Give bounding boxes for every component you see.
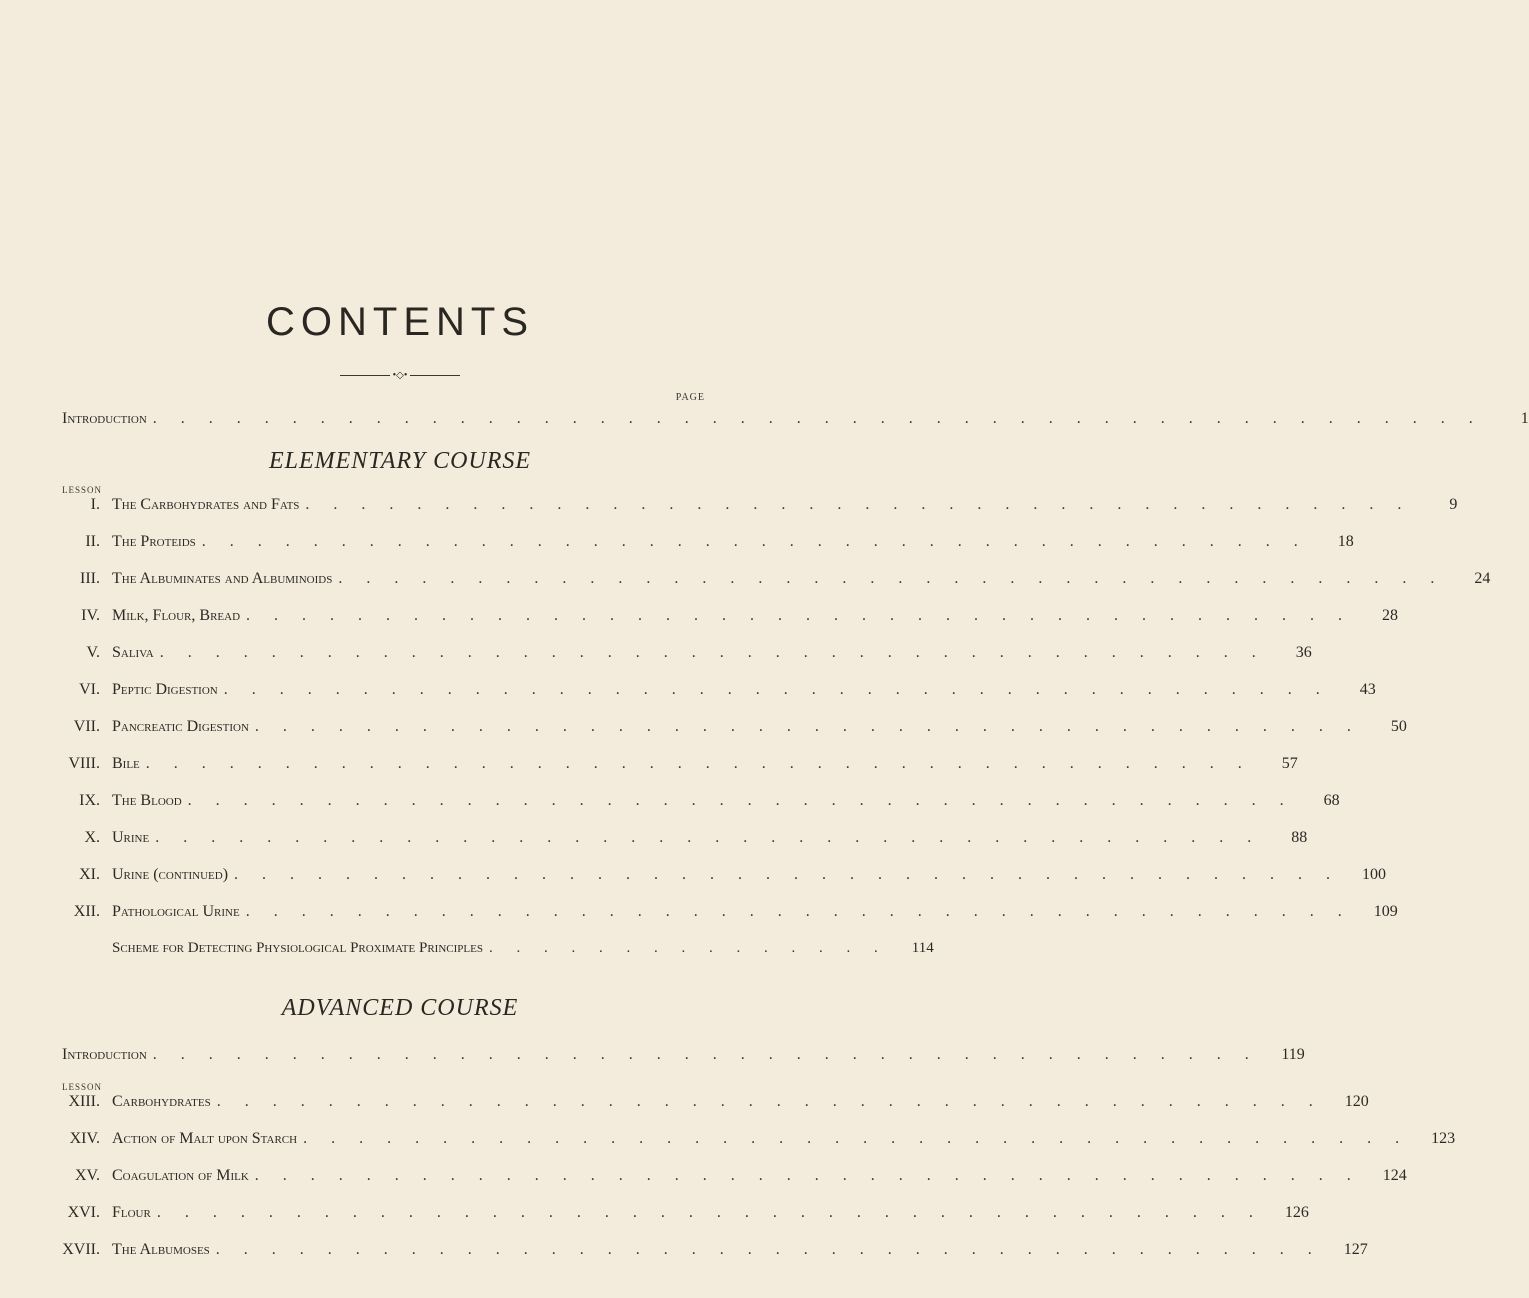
leader-dots: . . . . . . . . . . . . . . . . . . . . . . . . . . . . . . . . . . . . . . . . <box>201 533 1308 550</box>
leader-dots: . . . . . . . . . . . . . . . . . . . . . . . . . . . . . . . . . . . . . . . . <box>245 903 1352 920</box>
toc-entry-title: Introduction <box>62 1046 147 1063</box>
leader-dots: . . . . . . . . . . . . . . . . . . . . . . . . . . . . . . . . . . . . . . . . . . . . . . . . <box>152 410 1483 427</box>
leader-dots: . . . . . . . . . . . . . . . . . . . . . . . . . . . . . . . . . . . . . . . . <box>155 829 1262 846</box>
leader-dots: . . . . . . . . . . . . . . . . . . . . . . . . . . . . . . . . . . . . . . . . <box>159 644 1266 661</box>
lesson-number: II. <box>85 533 100 550</box>
lesson-number: XIV. <box>69 1130 100 1147</box>
toc-entry-title: The Albumoses <box>112 1241 210 1258</box>
toc-row[interactable] <box>48 718 1407 740</box>
lesson-number: XV. <box>74 1167 100 1184</box>
lesson-number: VI. <box>79 681 100 698</box>
toc-entry-page: 36 <box>1295 644 1312 661</box>
toc-entry-page: 50 <box>1390 718 1407 735</box>
toc-entry-page: 24 <box>1474 570 1491 587</box>
toc-row-advanced-introduction[interactable] <box>62 1046 1305 1068</box>
leader-dots: . . . . . . . . . . . . . . . . . . . . . . . . . . . . . . . . . . . . . . . . <box>152 1046 1259 1063</box>
toc-entry-title: Flour <box>112 1204 151 1221</box>
page-column-label: PAGE <box>675 392 705 403</box>
lesson-number: XVII. <box>62 1241 100 1258</box>
section-heading-advanced: ADVANCED COURSE <box>281 995 519 1021</box>
lesson-number: VII. <box>73 718 100 735</box>
lesson-number: VIII. <box>68 755 100 772</box>
lesson-number: XIII. <box>68 1093 100 1110</box>
leader-dots: . . . . . . . . . . . . . . . . . . . . . . . . . . . . . . . . . . . . . . . . <box>187 792 1294 809</box>
toc-entry-page: 114 <box>911 940 934 956</box>
toc-row[interactable] <box>48 570 1491 592</box>
toc-entry-page: 109 <box>1373 903 1398 920</box>
page-title: CONTENTS <box>266 300 534 344</box>
toc-row[interactable] <box>48 829 1308 851</box>
leader-dots: . . . . . . . . . . . . . . . . . . . . . . . . . . . . . . . . . . . . . . . . <box>254 1167 1361 1184</box>
toc-entry-page: 120 <box>1344 1093 1369 1110</box>
toc-row[interactable] <box>48 496 1458 518</box>
leader-dots: . . . . . . . . . . . . . . . . . . . . . . . . . . . . . . . . . . . . . . . . <box>216 1093 1323 1110</box>
lesson-number: XII. <box>73 903 100 920</box>
title-ornament <box>340 370 460 382</box>
toc-entry-title: Peptic Digestion <box>112 681 218 698</box>
section-heading-elementary: ELEMENTARY COURSE <box>268 448 532 474</box>
toc-entry-title: Urine <box>112 829 150 846</box>
toc-entry-page: 18 <box>1337 533 1354 550</box>
leader-dots: . . . . . . . . . . . . . . . . . . . . . . . . . . . . . . . . . . . . . . . . <box>246 607 1353 624</box>
leader-dots: . . . . . . . . . . . . . . . . . . . . . . . . . . . . . . . . . . . . . . . . <box>338 570 1445 587</box>
leader-dots: . . . . . . . . . . . . . . . . . . . . . . . . . . . . . . . . . . . . . . . . <box>223 681 1330 698</box>
ornament-line-left <box>340 375 390 376</box>
toc-row[interactable] <box>48 792 1340 814</box>
toc-entry-page: 124 <box>1382 1167 1407 1184</box>
toc-row[interactable] <box>48 903 1398 925</box>
lesson-number: I. <box>90 496 100 513</box>
toc-entry-page: 88 <box>1291 829 1308 846</box>
toc-row[interactable] <box>48 1093 1369 1115</box>
toc-entry-title: The Blood <box>112 792 182 809</box>
ornament-diamond-icon: •◇• <box>392 370 408 381</box>
toc-row[interactable] <box>48 533 1354 555</box>
lesson-column-label: LESSON <box>62 485 103 495</box>
leader-dots: . . . . . . . . . . . . . . . . . . . . . . . . . . . . . . . . . . . . . . . . <box>254 718 1361 735</box>
lesson-number: IX. <box>79 792 100 809</box>
toc-entry-title: Action of Malt upon Starch <box>112 1130 298 1147</box>
toc-entry-title: Scheme for Detecting Physiological Proximate Principles <box>112 940 483 956</box>
toc-entry-title: Saliva <box>112 644 154 661</box>
toc-entry-title: The Albuminates and Albuminoids <box>112 570 333 587</box>
toc-entry-title: Pancreatic Digestion <box>112 718 249 735</box>
toc-entry-title: Bile <box>112 755 140 772</box>
toc-entry-title: Urine (continued) <box>112 866 229 883</box>
toc-entry-page: 1 <box>1520 410 1529 427</box>
toc-row[interactable] <box>48 607 1399 629</box>
leader-dots: . . . . . . . . . . . . . . . . . . . . . . . . . . . . . . . . . . . . . . . . <box>305 496 1412 513</box>
toc-entry-title: Pathological Urine <box>112 903 240 920</box>
toc-row[interactable] <box>48 1241 1368 1263</box>
toc-entry-page: 123 <box>1431 1130 1456 1147</box>
lesson-number: XI. <box>79 866 100 883</box>
toc-row[interactable] <box>48 681 1376 703</box>
toc-row[interactable] <box>48 755 1298 777</box>
leader-dots: . . . . . . . . . . . . . . . . . . . . . . . . . . . . . . . . . . . . . . . . <box>234 866 1341 883</box>
toc-entry-page: 28 <box>1382 607 1399 624</box>
toc-entry-title: Milk, Flour, Bread <box>112 607 241 624</box>
toc-entry-title: Coagulation of Milk <box>112 1167 249 1184</box>
toc-entry-page: 119 <box>1281 1046 1305 1063</box>
toc-entry-page: 126 <box>1284 1204 1309 1221</box>
lesson-number: V. <box>86 644 100 661</box>
lesson-number: XVI. <box>67 1204 100 1221</box>
toc-row-introduction[interactable] <box>62 410 1529 432</box>
toc-row[interactable] <box>48 644 1312 666</box>
toc-entry-page: 57 <box>1281 755 1298 772</box>
toc-entry-page: 68 <box>1323 792 1340 809</box>
leader-dots: . . . . . . . . . . . . . . . . . . . . . . . . . . . . . . . . . . . . . . . . <box>215 1241 1322 1258</box>
lesson-number: X. <box>84 829 100 846</box>
toc-row[interactable] <box>48 1167 1407 1189</box>
lesson-number: IV. <box>81 607 100 624</box>
toc-row[interactable] <box>48 940 934 962</box>
toc-entry-title: Introduction <box>62 410 147 427</box>
toc-entry-page: 9 <box>1449 496 1458 513</box>
lesson-column-label: LESSON <box>62 1082 103 1092</box>
toc-entry-page: 43 <box>1359 681 1376 698</box>
toc-entry-page: 100 <box>1362 866 1387 883</box>
leader-dots: . . . . . . . . . . . . . . . <box>488 940 888 956</box>
toc-row[interactable] <box>48 1204 1309 1226</box>
leader-dots: . . . . . . . . . . . . . . . . . . . . . . . . . . . . . . . . . . . . . . . . <box>156 1204 1263 1221</box>
toc-row[interactable] <box>48 1130 1456 1152</box>
toc-entry-title: The Carbohydrates and Fats <box>112 496 300 513</box>
toc-entry-title: The Proteids <box>112 533 196 550</box>
leader-dots: . . . . . . . . . . . . . . . . . . . . . . . . . . . . . . . . . . . . . . . . <box>145 755 1252 772</box>
toc-row[interactable] <box>48 866 1387 888</box>
lesson-number: III. <box>80 570 100 587</box>
ornament-line-right <box>410 375 460 376</box>
toc-entry-title: Carbohydrates <box>112 1093 211 1110</box>
toc-entry-page: 127 <box>1343 1241 1368 1258</box>
leader-dots: . . . . . . . . . . . . . . . . . . . . . . . . . . . . . . . . . . . . . . . . <box>303 1130 1410 1147</box>
